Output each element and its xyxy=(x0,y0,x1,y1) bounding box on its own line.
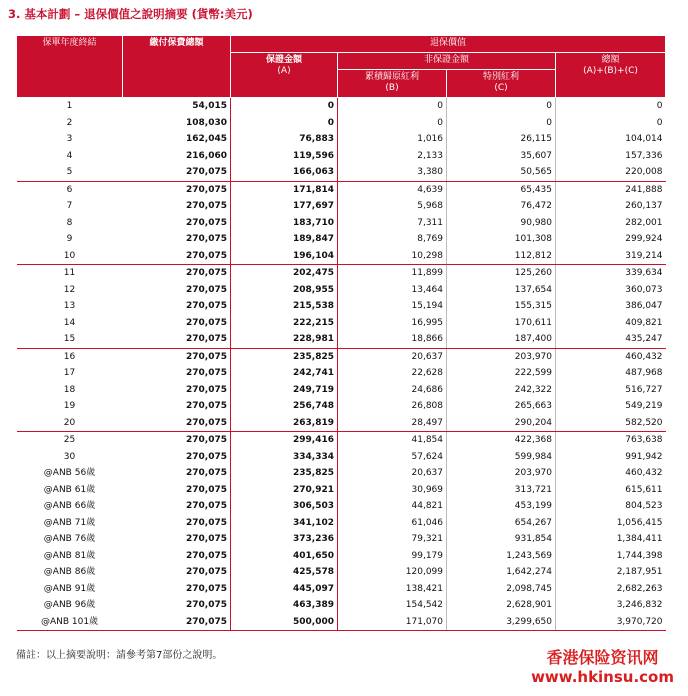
cell-guaranteed: 196,104 xyxy=(231,248,338,265)
cell-year: 15 xyxy=(17,331,123,348)
cell-total: 339,634 xyxy=(625,268,663,278)
cell-guaranteed: 242,741 xyxy=(231,365,338,382)
table-row xyxy=(17,215,666,232)
cell-guaranteed: 463,389 xyxy=(231,597,338,614)
cell-total: 0 xyxy=(656,117,663,128)
cell-special: 170,611 xyxy=(447,315,556,332)
cell-reversionary: 0 xyxy=(338,115,447,132)
table-row xyxy=(17,382,666,399)
cell-special: 35,607 xyxy=(447,148,556,165)
table-row xyxy=(17,148,666,165)
table-row xyxy=(17,614,666,631)
table-body xyxy=(17,98,666,631)
header-non-guaranteed: 非保證金額 xyxy=(338,53,556,70)
cell-year: @ANB 61歲 xyxy=(43,484,96,495)
cell-special: 222,599 xyxy=(447,365,556,382)
header-total-label: 總額 xyxy=(601,55,620,65)
cell-reversionary: 138,421 xyxy=(338,581,447,598)
table-row xyxy=(17,198,666,215)
cell-reversionary: 171,070 xyxy=(338,614,447,631)
cell-guaranteed: 76,883 xyxy=(231,131,338,148)
table-row xyxy=(17,581,666,598)
table-row xyxy=(17,564,666,581)
cell-guaranteed: 119,596 xyxy=(231,148,338,165)
header-reversionary-bonus xyxy=(338,70,447,98)
cell-special: 453,199 xyxy=(447,498,556,515)
cell-premium: 162,045 xyxy=(123,131,231,148)
table-row xyxy=(17,482,666,499)
cell-premium: 270,075 xyxy=(123,564,231,581)
table-row xyxy=(17,548,666,565)
cell-reversionary: 4,639 xyxy=(338,181,447,198)
cell-year: 12 xyxy=(63,284,76,295)
cell-guaranteed: 228,981 xyxy=(231,331,338,348)
header-reversionary-sub: (B) xyxy=(385,83,399,93)
table-row xyxy=(17,298,666,315)
cell-total: 435,247 xyxy=(556,331,666,348)
cell-total: 804,523 xyxy=(625,501,663,511)
cell-total: 3,970,720 xyxy=(556,614,666,631)
cell-year: @ANB 56歲 xyxy=(43,468,96,478)
cell-guaranteed: 306,503 xyxy=(231,498,338,515)
cell-special: 654,267 xyxy=(447,515,556,532)
cell-reversionary: 8,769 xyxy=(338,231,447,248)
cell-guaranteed: 222,215 xyxy=(231,315,338,332)
cell-special: 1,243,569 xyxy=(447,548,556,565)
cell-year: 7 xyxy=(66,201,73,211)
cell-total: 104,014 xyxy=(625,134,663,144)
cell-guaranteed: 177,697 xyxy=(231,198,338,215)
cell-reversionary: 13,464 xyxy=(338,282,447,299)
cell-guaranteed: 249,719 xyxy=(231,382,338,399)
surrender-value-table-container xyxy=(16,35,665,631)
cell-premium: 216,060 xyxy=(123,148,231,165)
table-row xyxy=(17,432,666,449)
table-row xyxy=(17,181,666,198)
table-row xyxy=(17,231,666,248)
cell-special: 242,322 xyxy=(447,382,556,399)
cell-premium: 270,075 xyxy=(123,531,231,548)
cell-year: 6 xyxy=(66,184,73,195)
cell-guaranteed: 215,538 xyxy=(231,298,338,315)
cell-total: 319,214 xyxy=(556,248,666,265)
cell-premium: 270,075 xyxy=(123,282,231,299)
cell-year: 2 xyxy=(66,117,73,128)
cell-total: 157,336 xyxy=(625,150,663,161)
cell-reversionary: 1,016 xyxy=(338,131,447,148)
cell-premium: 270,075 xyxy=(123,315,231,332)
cell-reversionary: 11,899 xyxy=(338,265,447,282)
cell-total: 386,047 xyxy=(625,301,663,311)
table-row xyxy=(17,115,666,132)
cell-premium: 270,075 xyxy=(123,164,231,181)
table-row xyxy=(17,531,666,548)
cell-guaranteed: 183,710 xyxy=(231,215,338,232)
table-row xyxy=(17,315,666,332)
cell-reversionary: 20,637 xyxy=(338,348,447,365)
cell-special: 290,204 xyxy=(447,415,556,432)
cell-reversionary: 26,808 xyxy=(338,398,447,415)
watermark-line-1: 香港保险资讯网 xyxy=(546,648,659,667)
cell-reversionary: 79,321 xyxy=(338,531,447,548)
cell-premium: 270,075 xyxy=(123,181,231,198)
table-row xyxy=(17,415,666,432)
cell-total: 460,432 xyxy=(625,351,663,362)
cell-guaranteed: 263,819 xyxy=(231,415,338,432)
header-total-sub: (A)+(B)+(C) xyxy=(583,66,638,76)
cell-year: 1 xyxy=(66,101,73,111)
cell-reversionary: 30,969 xyxy=(338,482,447,499)
cell-special: 112,812 xyxy=(447,248,556,265)
header-surrender-value: 退保價值 xyxy=(231,36,666,53)
cell-guaranteed: 500,000 xyxy=(231,614,338,631)
cell-reversionary: 20,637 xyxy=(338,465,447,482)
section-title: 3. 基本計劃 – 退保價值之說明摘要 (貨幣:美元) xyxy=(8,7,253,21)
cell-special: 265,663 xyxy=(447,398,556,415)
cell-year: @ANB 86歲 xyxy=(43,567,96,577)
table-row xyxy=(17,331,666,348)
cell-year: 25 xyxy=(63,435,76,445)
cell-premium: 270,075 xyxy=(123,398,231,415)
cell-premium: 270,075 xyxy=(123,382,231,399)
cell-reversionary: 5,968 xyxy=(338,198,447,215)
cell-guaranteed: 235,825 xyxy=(231,465,338,482)
table-row xyxy=(17,498,666,515)
cell-year: 14 xyxy=(63,317,76,328)
cell-guaranteed: 401,650 xyxy=(231,548,338,565)
cell-special: 2,098,745 xyxy=(447,581,556,598)
cell-premium: 270,075 xyxy=(123,432,231,449)
cell-year: @ANB 76歲 xyxy=(43,534,96,544)
cell-year: @ANB 81歲 xyxy=(43,550,96,561)
cell-total: 615,611 xyxy=(625,484,663,495)
header-total-amount xyxy=(556,53,666,98)
header-special-sub: (C) xyxy=(494,83,508,93)
cell-premium: 270,075 xyxy=(123,331,231,348)
table-row xyxy=(17,449,666,466)
cell-total: 299,924 xyxy=(625,234,663,244)
cell-reversionary: 120,099 xyxy=(338,564,447,581)
cell-year: 20 xyxy=(17,415,123,432)
cell-reversionary: 18,866 xyxy=(338,331,447,348)
cell-premium: 270,075 xyxy=(123,581,231,598)
cell-year: 13 xyxy=(63,301,76,311)
cell-guaranteed: 0 xyxy=(231,115,338,132)
cell-premium: 270,075 xyxy=(123,265,231,282)
cell-guaranteed: 445,097 xyxy=(231,581,338,598)
cell-guaranteed: 171,814 xyxy=(231,181,338,198)
table-row xyxy=(17,131,666,148)
watermark-logo xyxy=(531,648,674,686)
table-row xyxy=(17,164,666,181)
cell-year: 30 xyxy=(63,451,76,462)
cell-reversionary: 16,995 xyxy=(338,315,447,332)
cell-special: 187,400 xyxy=(447,331,556,348)
cell-guaranteed: 373,236 xyxy=(231,531,338,548)
cell-reversionary: 0 xyxy=(338,98,447,115)
cell-special: 125,260 xyxy=(447,265,556,282)
cell-premium: 54,015 xyxy=(123,98,231,115)
cell-guaranteed: 0 xyxy=(231,98,338,115)
table-row xyxy=(17,597,666,614)
cell-total: 516,727 xyxy=(625,384,663,395)
table-row xyxy=(17,515,666,532)
cell-special: 90,980 xyxy=(447,215,556,232)
cell-reversionary: 10,298 xyxy=(338,248,447,265)
cell-guaranteed: 334,334 xyxy=(231,449,338,466)
cell-total: 409,821 xyxy=(625,317,663,328)
footnote: 備註：以上摘要說明：請參考第7部份之說明。 xyxy=(16,650,223,661)
cell-year: @ANB 91歲 xyxy=(43,583,96,594)
cell-reversionary: 57,624 xyxy=(338,449,447,466)
header-reversionary-label: 累積歸原紅利 xyxy=(364,72,419,82)
cell-premium: 108,030 xyxy=(123,115,231,132)
table-row xyxy=(17,98,666,115)
cell-year: 16 xyxy=(63,351,76,362)
cell-total: 991,942 xyxy=(625,451,663,462)
header-special-bonus xyxy=(447,70,556,98)
cell-total: 1,384,411 xyxy=(616,534,663,544)
watermark-line-2: www.hkinsu.com xyxy=(531,668,674,686)
cell-year: 18 xyxy=(63,384,76,395)
cell-total: 241,888 xyxy=(625,184,663,195)
cell-guaranteed: 208,955 xyxy=(231,282,338,299)
cell-guaranteed: 189,847 xyxy=(231,231,338,248)
header-guaranteed-sub: (A) xyxy=(277,66,291,76)
cell-special: 137,654 xyxy=(447,282,556,299)
cell-premium: 270,075 xyxy=(123,465,231,482)
cell-total: 0 xyxy=(656,101,663,111)
cell-year: @ANB 66歲 xyxy=(43,501,96,511)
cell-reversionary: 7,311 xyxy=(338,215,447,232)
cell-year: @ANB 96歲 xyxy=(43,600,96,610)
cell-total: 763,638 xyxy=(625,435,663,445)
cell-guaranteed: 166,063 xyxy=(231,164,338,181)
cell-year: 10 xyxy=(17,248,123,265)
cell-total: 1,744,398 xyxy=(616,550,663,561)
cell-special: 599,984 xyxy=(447,449,556,466)
cell-special: 0 xyxy=(447,98,556,115)
header-special-label: 特別紅利 xyxy=(482,72,519,82)
cell-premium: 270,075 xyxy=(123,449,231,466)
cell-year: 19 xyxy=(63,401,76,411)
cell-guaranteed: 202,475 xyxy=(231,265,338,282)
cell-total: 549,219 xyxy=(625,401,663,411)
cell-guaranteed: 425,578 xyxy=(231,564,338,581)
table-row xyxy=(17,465,666,482)
cell-premium: 270,075 xyxy=(123,365,231,382)
cell-guaranteed: 341,102 xyxy=(231,515,338,532)
cell-guaranteed: 270,921 xyxy=(231,482,338,499)
cell-special: 76,472 xyxy=(447,198,556,215)
table-row xyxy=(17,365,666,382)
cell-premium: 270,075 xyxy=(123,482,231,499)
cell-reversionary: 41,854 xyxy=(338,432,447,449)
cell-premium: 270,075 xyxy=(123,614,231,631)
cell-year: 9 xyxy=(66,234,73,244)
table-row xyxy=(17,348,666,365)
cell-year: 4 xyxy=(66,150,73,161)
cell-premium: 270,075 xyxy=(123,415,231,432)
cell-premium: 270,075 xyxy=(123,198,231,215)
cell-guaranteed: 235,825 xyxy=(231,348,338,365)
cell-total: 220,008 xyxy=(556,164,666,181)
cell-premium: 270,075 xyxy=(123,597,231,614)
cell-reversionary: 2,133 xyxy=(338,148,447,165)
cell-special: 313,721 xyxy=(447,482,556,499)
cell-year: 11 xyxy=(63,268,76,278)
cell-reversionary: 44,821 xyxy=(338,498,447,515)
cell-total: 460,432 xyxy=(625,468,663,478)
header-guaranteed-amount xyxy=(231,53,338,98)
cell-total: 3,246,832 xyxy=(616,600,663,610)
cell-premium: 270,075 xyxy=(123,248,231,265)
cell-total: 487,968 xyxy=(625,368,663,378)
cell-total: 260,137 xyxy=(625,201,663,211)
cell-premium: 270,075 xyxy=(123,515,231,532)
cell-reversionary: 154,542 xyxy=(338,597,447,614)
cell-reversionary: 3,380 xyxy=(338,164,447,181)
cell-special: 26,115 xyxy=(447,131,556,148)
cell-total: 1,056,415 xyxy=(616,517,663,528)
cell-premium: 270,075 xyxy=(123,298,231,315)
cell-year: 3 xyxy=(66,134,73,144)
cell-special: 65,435 xyxy=(447,181,556,198)
table-row xyxy=(17,398,666,415)
cell-total: 282,001 xyxy=(625,217,663,228)
cell-reversionary: 24,686 xyxy=(338,382,447,399)
cell-special: 1,642,274 xyxy=(447,564,556,581)
cell-special: 931,854 xyxy=(447,531,556,548)
cell-special: 155,315 xyxy=(447,298,556,315)
cell-total: 2,682,263 xyxy=(616,583,663,594)
cell-total: 360,073 xyxy=(625,284,663,295)
table-row xyxy=(17,265,666,282)
table-row xyxy=(17,282,666,299)
cell-special: 3,299,650 xyxy=(447,614,556,631)
cell-year: 5 xyxy=(17,164,123,181)
cell-year: 8 xyxy=(66,217,73,228)
cell-guaranteed: 299,416 xyxy=(231,432,338,449)
cell-premium: 270,075 xyxy=(123,215,231,232)
surrender-value-table xyxy=(16,35,666,631)
header-total-premium: 繳付保費總額 xyxy=(123,36,231,98)
cell-total: 2,187,951 xyxy=(616,567,663,577)
cell-premium: 270,075 xyxy=(123,231,231,248)
cell-special: 422,368 xyxy=(447,432,556,449)
cell-reversionary: 99,179 xyxy=(338,548,447,565)
cell-year: @ANB 71歲 xyxy=(43,517,96,528)
cell-guaranteed: 256,748 xyxy=(231,398,338,415)
cell-special: 50,565 xyxy=(447,164,556,181)
cell-year: 17 xyxy=(63,368,76,378)
cell-special: 2,628,901 xyxy=(447,597,556,614)
cell-reversionary: 28,497 xyxy=(338,415,447,432)
cell-reversionary: 61,046 xyxy=(338,515,447,532)
header-policy-year: 保單年度終結 xyxy=(17,36,123,98)
cell-special: 101,308 xyxy=(447,231,556,248)
cell-total: 582,520 xyxy=(556,415,666,432)
cell-premium: 270,075 xyxy=(123,348,231,365)
cell-premium: 270,075 xyxy=(123,498,231,515)
table-row xyxy=(17,248,666,265)
cell-reversionary: 15,194 xyxy=(338,298,447,315)
cell-special: 0 xyxy=(447,115,556,132)
cell-premium: 270,075 xyxy=(123,548,231,565)
cell-special: 203,970 xyxy=(447,465,556,482)
cell-reversionary: 22,628 xyxy=(338,365,447,382)
cell-special: 203,970 xyxy=(447,348,556,365)
header-guaranteed-label: 保證金額 xyxy=(265,55,302,65)
cell-year: @ANB 101歲 xyxy=(17,614,123,631)
